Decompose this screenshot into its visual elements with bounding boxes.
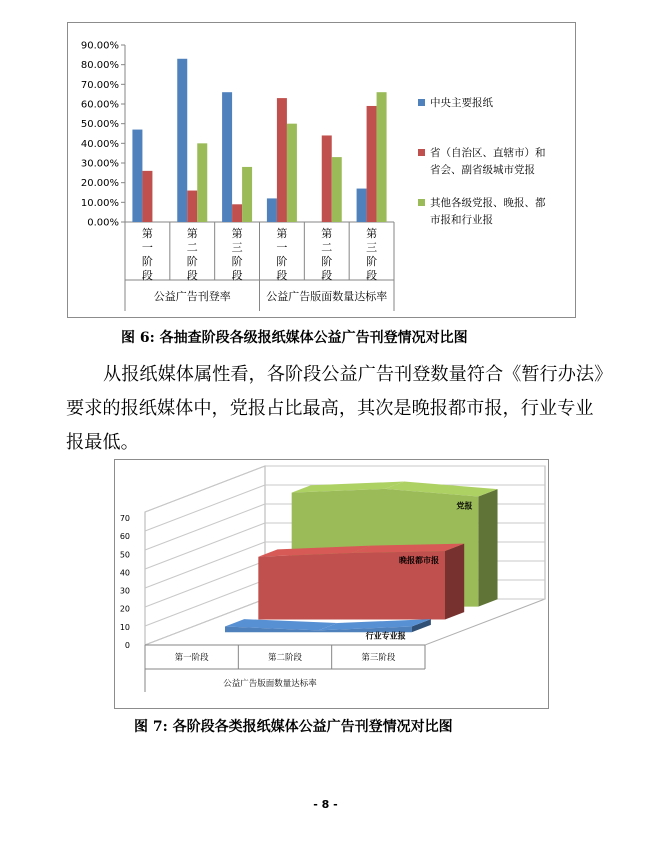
x-category-label: 第二阶段 (267, 653, 303, 663)
bar (187, 191, 197, 222)
x-group-label: 公益广告刊登率 (153, 290, 231, 303)
paragraph-line-2: 要求的报纸媒体中，党报占比最高，其次是晚报都市报，行业专业 (66, 398, 594, 419)
series-label: 党报 (456, 501, 473, 511)
area-chart-frame (114, 459, 549, 709)
y-tick-label: 30 (119, 586, 130, 596)
legend-label: 省会、副省级城市党报 (430, 164, 535, 176)
x-stage-label-char: 阶 (321, 255, 333, 268)
y-tick-label: 0.00% (87, 217, 119, 229)
x-category-label: 第一阶段 (174, 653, 209, 663)
x-stage-label-char: 第 (276, 227, 288, 240)
x-stage-label-char: 第 (141, 227, 153, 240)
legend-swatch (418, 99, 425, 106)
y-tick-label: 70 (119, 514, 130, 523)
x-stage-label-char: 阶 (141, 255, 153, 268)
bar (242, 167, 252, 222)
area-side-face (478, 489, 497, 607)
y-tick-label: 80.00% (80, 60, 119, 72)
x-stage-label-char: 二 (321, 241, 333, 254)
x-stage-label-char: 二 (186, 241, 198, 254)
x-stage-label-char: 一 (276, 241, 288, 254)
x-stage-label-char: 阶 (186, 255, 198, 268)
bar (132, 130, 142, 222)
bar (197, 143, 207, 222)
x-axis-title: 公益广告版面数量达标率 (223, 679, 317, 689)
bar (287, 124, 297, 222)
y-tick-label: 60 (119, 532, 130, 542)
x-stage-label-char: 三 (366, 241, 378, 254)
x-stage-label-char: 阶 (276, 255, 288, 268)
bar (277, 98, 287, 222)
bar-chart-frame (67, 22, 576, 318)
y-tick-label: 30.00% (80, 158, 119, 170)
series-label: 行业专业报 (365, 631, 406, 641)
bar (332, 157, 342, 222)
bar-chart (68, 23, 575, 317)
x-stage-label-char: 一 (141, 241, 153, 254)
y-tick-label: 20 (119, 604, 130, 614)
legend-label: 市报和行业报 (430, 214, 493, 226)
legend-swatch (418, 199, 425, 206)
y-tick-label: 70.00% (80, 79, 119, 91)
y-tick-label: 0 (124, 641, 130, 650)
y-tick-label: 40 (119, 568, 130, 578)
y-tick-label: 10.00% (80, 197, 119, 209)
bar (177, 59, 187, 222)
bar (142, 171, 152, 222)
y-tick-label: 50.00% (80, 119, 119, 131)
x-group-label: 公益广告版面数量达标率 (266, 290, 388, 303)
y-tick-label: 90.00% (80, 40, 119, 52)
paragraph-line-3: 报最低。 (66, 432, 139, 453)
figure-7-caption: 图 7: 各阶段各类报纸媒体公益广告刊登情况对比图 (134, 719, 453, 735)
y-tick-label: 50 (119, 550, 130, 560)
y-tick-label: 20.00% (80, 178, 119, 190)
x-stage-label-char: 第 (231, 227, 243, 240)
x-stage-label-char: 段 (276, 269, 288, 282)
bar (377, 92, 387, 222)
x-stage-label-char: 段 (141, 269, 153, 282)
area-side-face (445, 544, 464, 620)
area-chart-3d (115, 460, 548, 708)
bar (367, 106, 377, 222)
bar (232, 204, 242, 222)
bar (267, 198, 277, 222)
paragraph-line-1: 从报纸媒体属性看，各阶段公益广告刊登数量符合《暂行办法》 (103, 364, 613, 385)
x-stage-label-char: 段 (186, 269, 198, 282)
x-stage-label-char: 阶 (366, 255, 378, 268)
figure-6-caption: 图 6: 各抽查阶段各级报纸媒体公益广告刊登情况对比图 (121, 330, 468, 346)
x-stage-label-char: 第 (366, 227, 378, 240)
series-label: 晚报都市报 (399, 556, 439, 566)
legend-label: 其他各级党报、晚报、都 (430, 197, 546, 209)
page-number: - 8 - (313, 798, 338, 811)
x-stage-label-char: 阶 (231, 255, 243, 268)
x-stage-label-char: 三 (231, 241, 243, 254)
y-tick-label: 10 (119, 622, 130, 632)
x-stage-label-char: 段 (321, 269, 333, 282)
legend-label: 省（自治区、直辖市）和 (430, 147, 546, 159)
x-stage-label-char: 第 (321, 227, 333, 240)
x-stage-label-char: 段 (231, 269, 243, 282)
x-category-label: 第三阶段 (361, 653, 396, 663)
y-tick-label: 60.00% (80, 99, 119, 111)
legend-label: 中央主要报纸 (430, 97, 493, 109)
y-tick-label: 40.00% (80, 138, 119, 150)
bar (322, 135, 332, 222)
x-stage-label-char: 第 (186, 227, 198, 240)
x-stage-label-char: 段 (366, 269, 378, 282)
bar (222, 92, 232, 222)
bar (357, 189, 367, 222)
legend-swatch (418, 149, 425, 156)
